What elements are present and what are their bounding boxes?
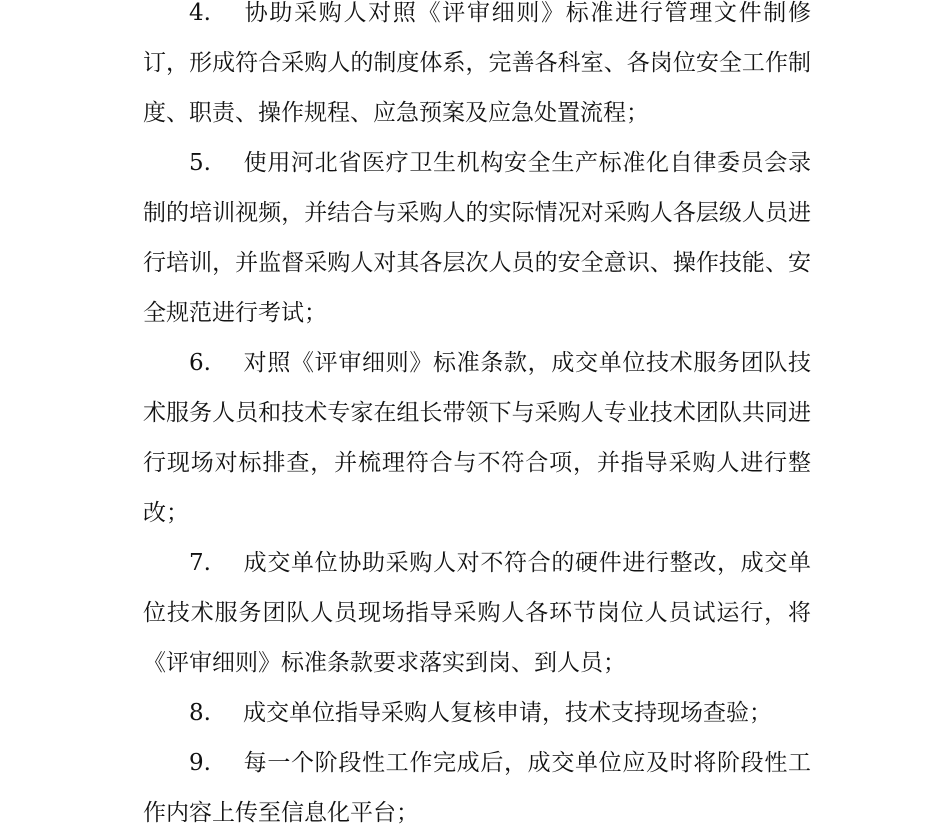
- item-number: 6.: [189, 350, 211, 376]
- item-number: 8.: [189, 700, 211, 726]
- item-text: 使用河北省医疗卫生机构安全生产标准化自律委员会录制的培训视频，并结合与采购人的实际情况对采购人各层级人员进行培训，并监督采购人对其各层次人员的安全意识、操作技能、安全规范进行考试；: [143, 150, 811, 326]
- list-item-6: [143, 338, 811, 538]
- item-number: 4.: [189, 0, 211, 26]
- item-text: 成交单位指导采购人复核申请，技术支持现场查验；: [243, 700, 772, 726]
- list-item-9: [143, 738, 811, 838]
- item-text: 每一个阶段性工作完成后，成交单位应及时将阶段性工作内容上传至信息化平台；: [143, 750, 811, 826]
- list-item-5: [143, 138, 811, 338]
- item-text: 协助采购人对照《评审细则》标准进行管理文件制修订，形成符合采购人的制度体系，完善各科室、各岗位安全工作制度、职责、操作规程、应急预案及应急处置流程；: [143, 0, 811, 126]
- list-item-4: [143, 0, 811, 138]
- item-number: 7.: [189, 550, 211, 576]
- item-text: 成交单位协助采购人对不符合的硬件进行整改，成交单位技术服务团队人员现场指导采购人各环节岗位人员试运行，将《评审细则》标准条款要求落实到岗、到人员；: [143, 550, 811, 676]
- list-item-8: [143, 688, 811, 738]
- item-text: 对照《评审细则》标准条款，成交单位技术服务团队技术服务人员和技术专家在组长带领下与采购人专业技术团队共同进行现场对标排查，并梳理符合与不符合项，并指导采购人进行整改；: [143, 350, 811, 526]
- item-number: 9.: [189, 750, 211, 776]
- item-number: 5.: [189, 150, 211, 176]
- document-body: [143, 0, 811, 838]
- list-item-7: [143, 538, 811, 688]
